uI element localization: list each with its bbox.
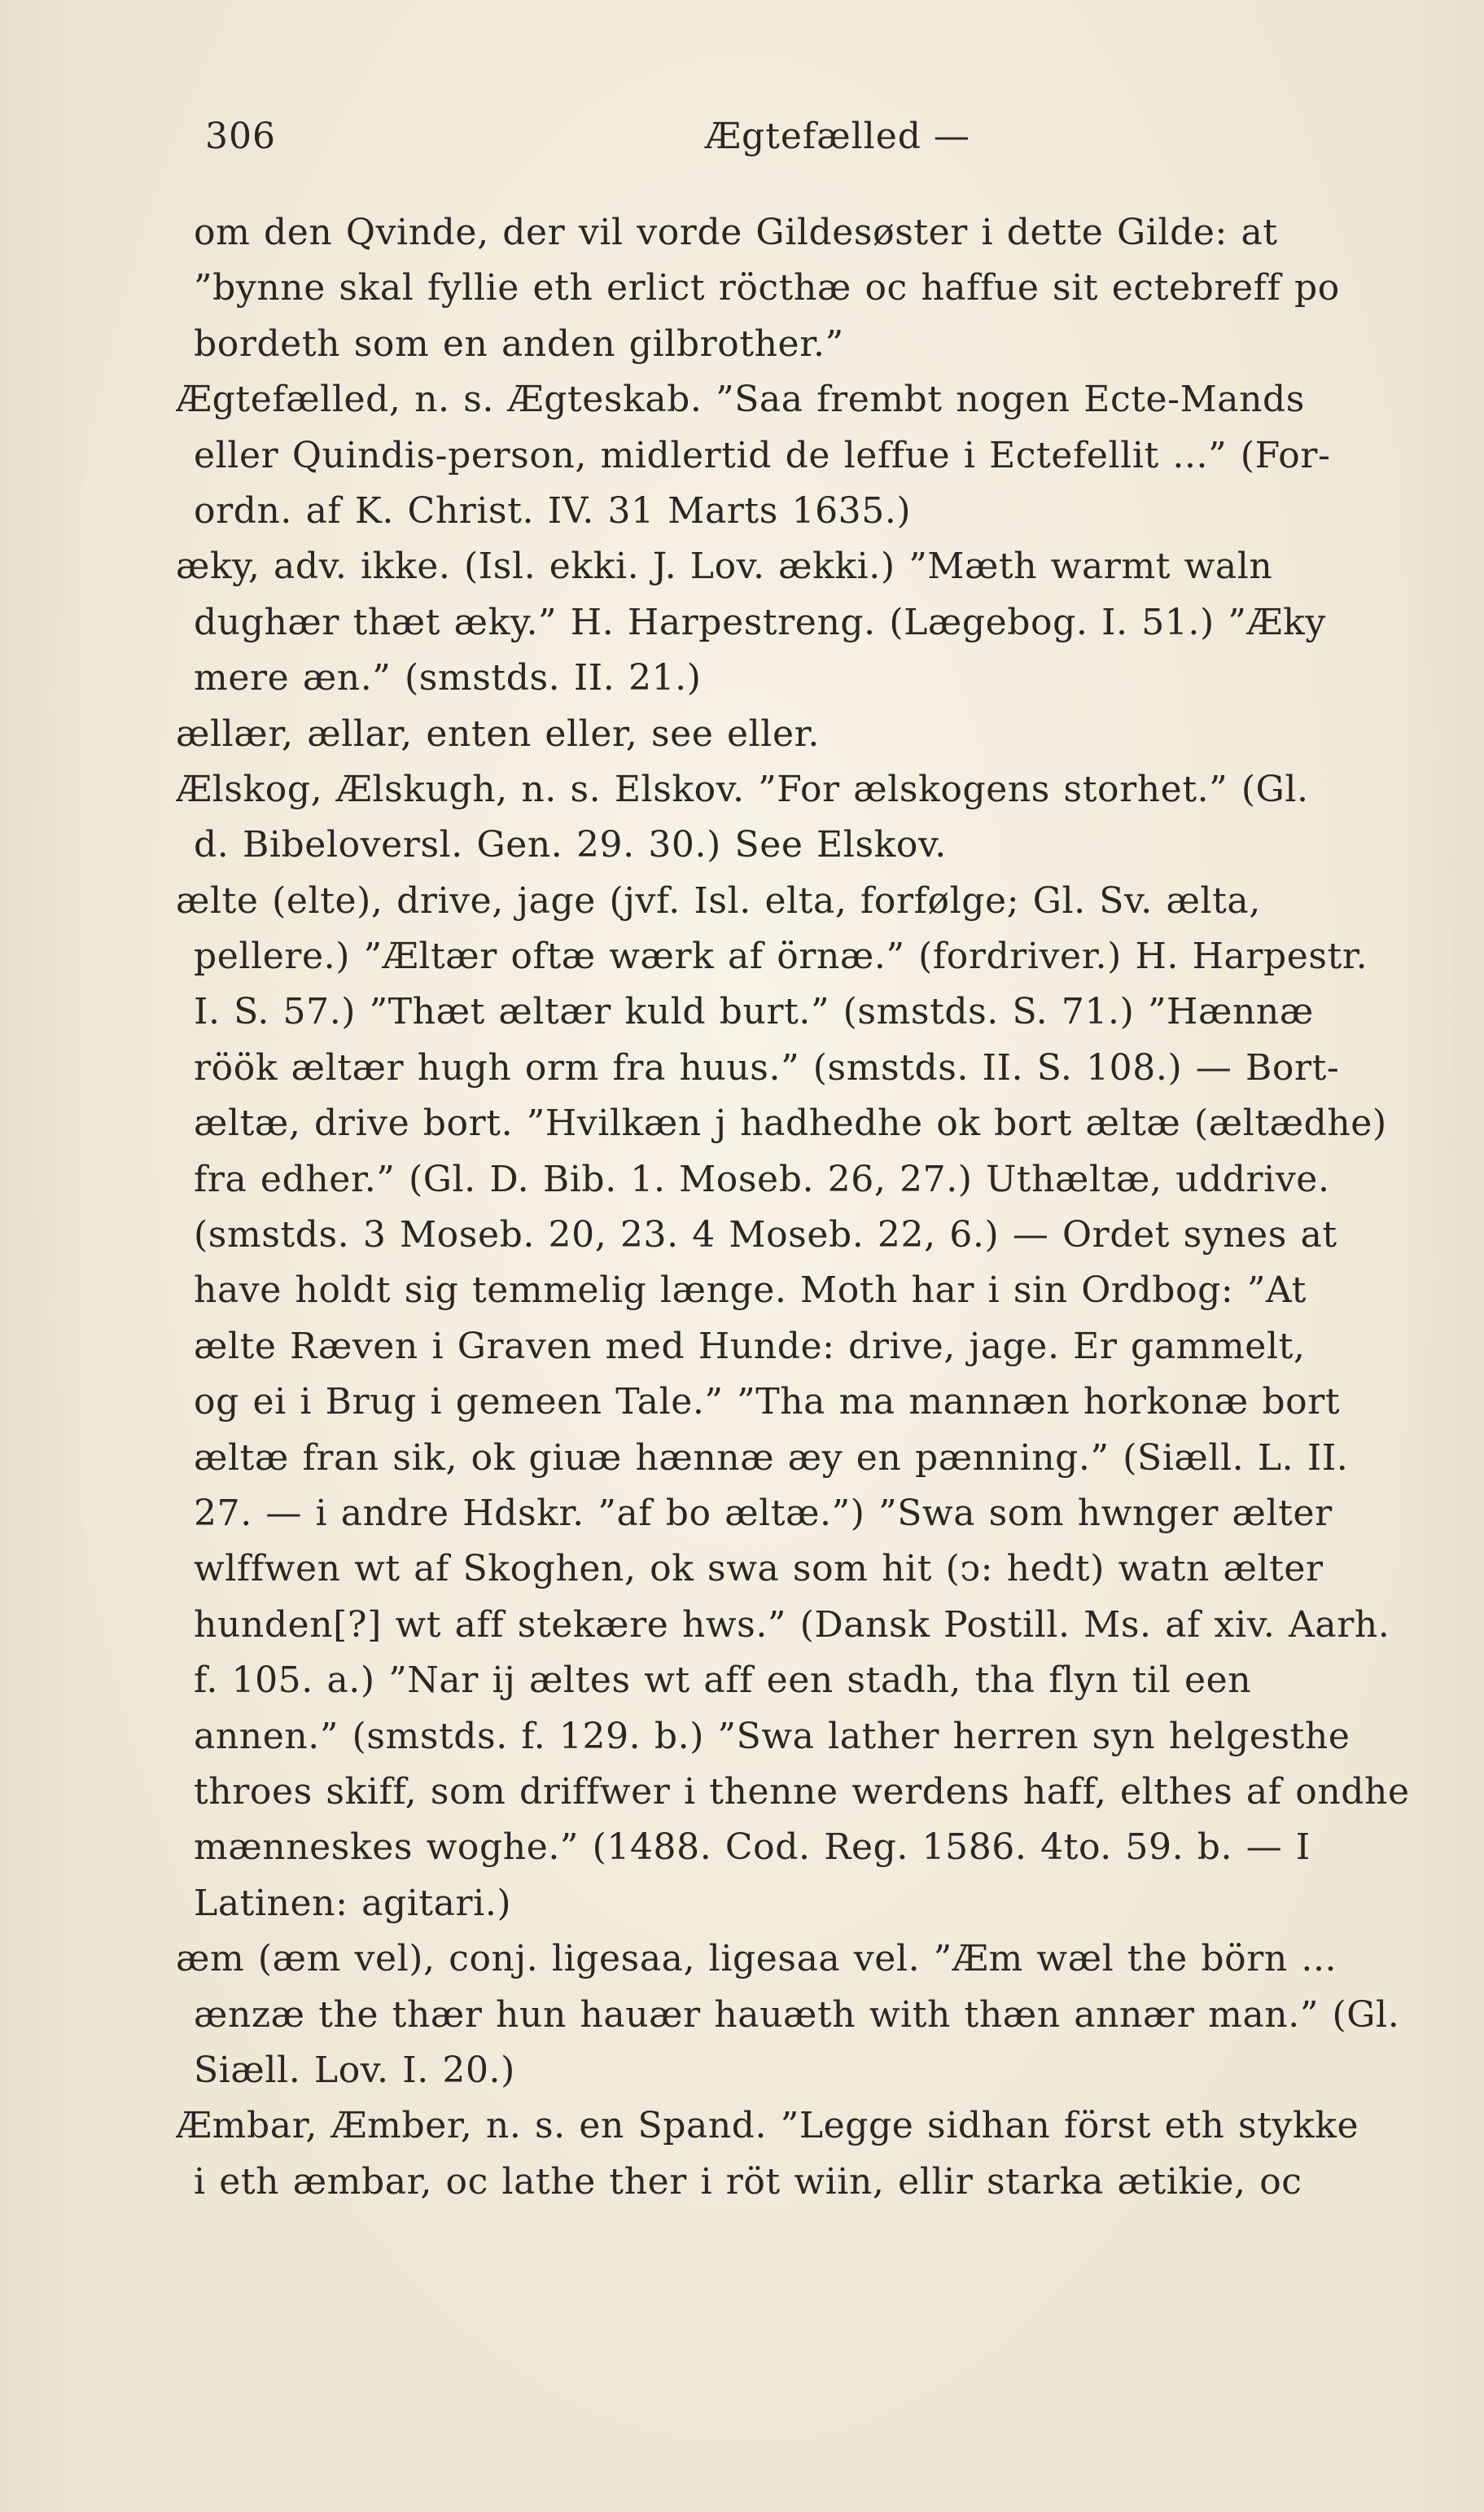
text-line: röök æltær hugh orm fra huus.” (smstds. II. S. 108.) — Bort- bbox=[194, 1046, 1340, 1089]
text-line: i eth æmbar, oc lathe ther i röt wiin, ellir starka ætikie, oc bbox=[194, 2160, 1302, 2203]
running-head: Ægtefælled — bbox=[705, 116, 970, 157]
text-line: eller Quindis-person, midlertid de leffue i Ectefellit ...” (For- bbox=[194, 434, 1331, 476]
text-line: f. 105. a.) ”Nar ij æltes wt aff een stadh, tha flyn til een bbox=[194, 1659, 1252, 1702]
text-line: 27. — i andre Hdskr. ”af bo æltæ.”) ”Swa som hwnger ælter bbox=[194, 1492, 1333, 1534]
text-line: fra edher.” (Gl. D. Bib. 1. Moseb. 26, 27.) Uthæltæ, uddrive. bbox=[194, 1158, 1330, 1200]
page-header bbox=[0, 112, 1484, 161]
text-line: pellere.) ”Æltær oftæ wærk af örnæ.” (fordriver.) H. Harpestr. bbox=[194, 936, 1368, 978]
dictionary-text bbox=[176, 205, 1431, 2210]
entry-headline: æm (æm vel), conj. ligesaa, ligesaa vel. ”Æm wæl the börn ... bbox=[176, 1938, 1337, 1980]
text-line: mænneskes woghe.” (1488. Cod. Reg. 1586. 4to. 59. b. — I bbox=[194, 1826, 1311, 1869]
text-line: mere æn.” (smstds. II. 21.) bbox=[194, 657, 702, 699]
text-line: bordeth som en anden gilbrother.” bbox=[194, 322, 844, 365]
entry-headline: ællær, ællar, enten eller, see eller. bbox=[176, 712, 821, 755]
text-line: dughær thæt æky.” H. Harpestreng. (Lægebog. I. 51.) ”Æky bbox=[194, 601, 1326, 643]
entry-headline: Æmbar, Æmber, n. s. en Spand. ”Legge sidhan först eth stykke bbox=[176, 2105, 1359, 2147]
entry-headline: Ælskog, Ælskugh, n. s. Elskov. ”For ælskogens storhet.” (Gl. bbox=[176, 768, 1309, 810]
text-line: om den Qvinde, der vil vorde Gildesøster i dette Gilde: at bbox=[194, 212, 1278, 253]
text-line: annen.” (smstds. f. 129. b.) ”Swa lather herren syn helgesthe bbox=[194, 1715, 1350, 1757]
text-line: Latinen: agitari.) bbox=[194, 1882, 512, 1924]
text-line: wlffwen wt af Skoghen, ok swa som hit (ↄ: hedt) watn ælter bbox=[194, 1548, 1324, 1590]
text-line: ”bynne skal fyllie eth erlict röcthæ oc haffue sit ectebreff po bbox=[194, 267, 1340, 309]
text-line: ænzæ the thær hun hauær hauæth with thæn annær man.” (Gl. bbox=[194, 1993, 1400, 2036]
entry-headline: Ægtefælled, n. s. Ægteskab. ”Saa frembt nogen Ecte-Mands bbox=[176, 379, 1305, 421]
text-line: d. Bibeloversl. Gen. 29. 30.) See Elskov. bbox=[194, 824, 947, 866]
text-line: æltæ, drive bort. ”Hvilkæn j hadhedhe ok bort æltæ (æltædhe) bbox=[194, 1103, 1387, 1145]
entry-headline: æky, adv. ikke. (Isl. ekki. J. Lov. ækki.) ”Mæth warmt waln bbox=[176, 546, 1273, 588]
text-line: I. S. 57.) ”Thæt æltær kuld burt.” (smstds. S. 71.) ”Hænnæ bbox=[194, 991, 1314, 1033]
text-line: og ei i Brug i gemeen Tale.” ”Tha ma mannæn horkonæ bort bbox=[194, 1381, 1341, 1423]
text-line: hunden[?] wt aff stekære hws.” (Dansk Postill. Ms. af xiv. Aarh. bbox=[194, 1603, 1390, 1646]
text-line: throes skiff, som driffwer i thenne werdens haff, elthes af ondhe bbox=[194, 1770, 1410, 1813]
entry-headline: ælte (elte), drive, jage (jvf. Isl. elta, forfølge; Gl. Sv. ælta, bbox=[176, 879, 1261, 922]
text-line: ælte Ræven i Graven med Hunde: drive, jage. Er gammelt, bbox=[194, 1325, 1306, 1367]
text-line: have holdt sig temmelig længe. Moth har i sin Ordbog: ”At bbox=[194, 1269, 1307, 1312]
page-number: 306 bbox=[205, 116, 276, 157]
text-line: æltæ fran sik, ok giuæ hænnæ æy en pænning.” (Siæll. L. II. bbox=[194, 1436, 1349, 1479]
text-line: ordn. af K. Christ. IV. 31 Marts 1635.) bbox=[194, 489, 912, 532]
text-line: Siæll. Lov. I. 20.) bbox=[194, 2049, 515, 2091]
text-line: (smstds. 3 Moseb. 20, 23. 4 Moseb. 22, 6.) — Ordet synes at bbox=[194, 1214, 1337, 1256]
